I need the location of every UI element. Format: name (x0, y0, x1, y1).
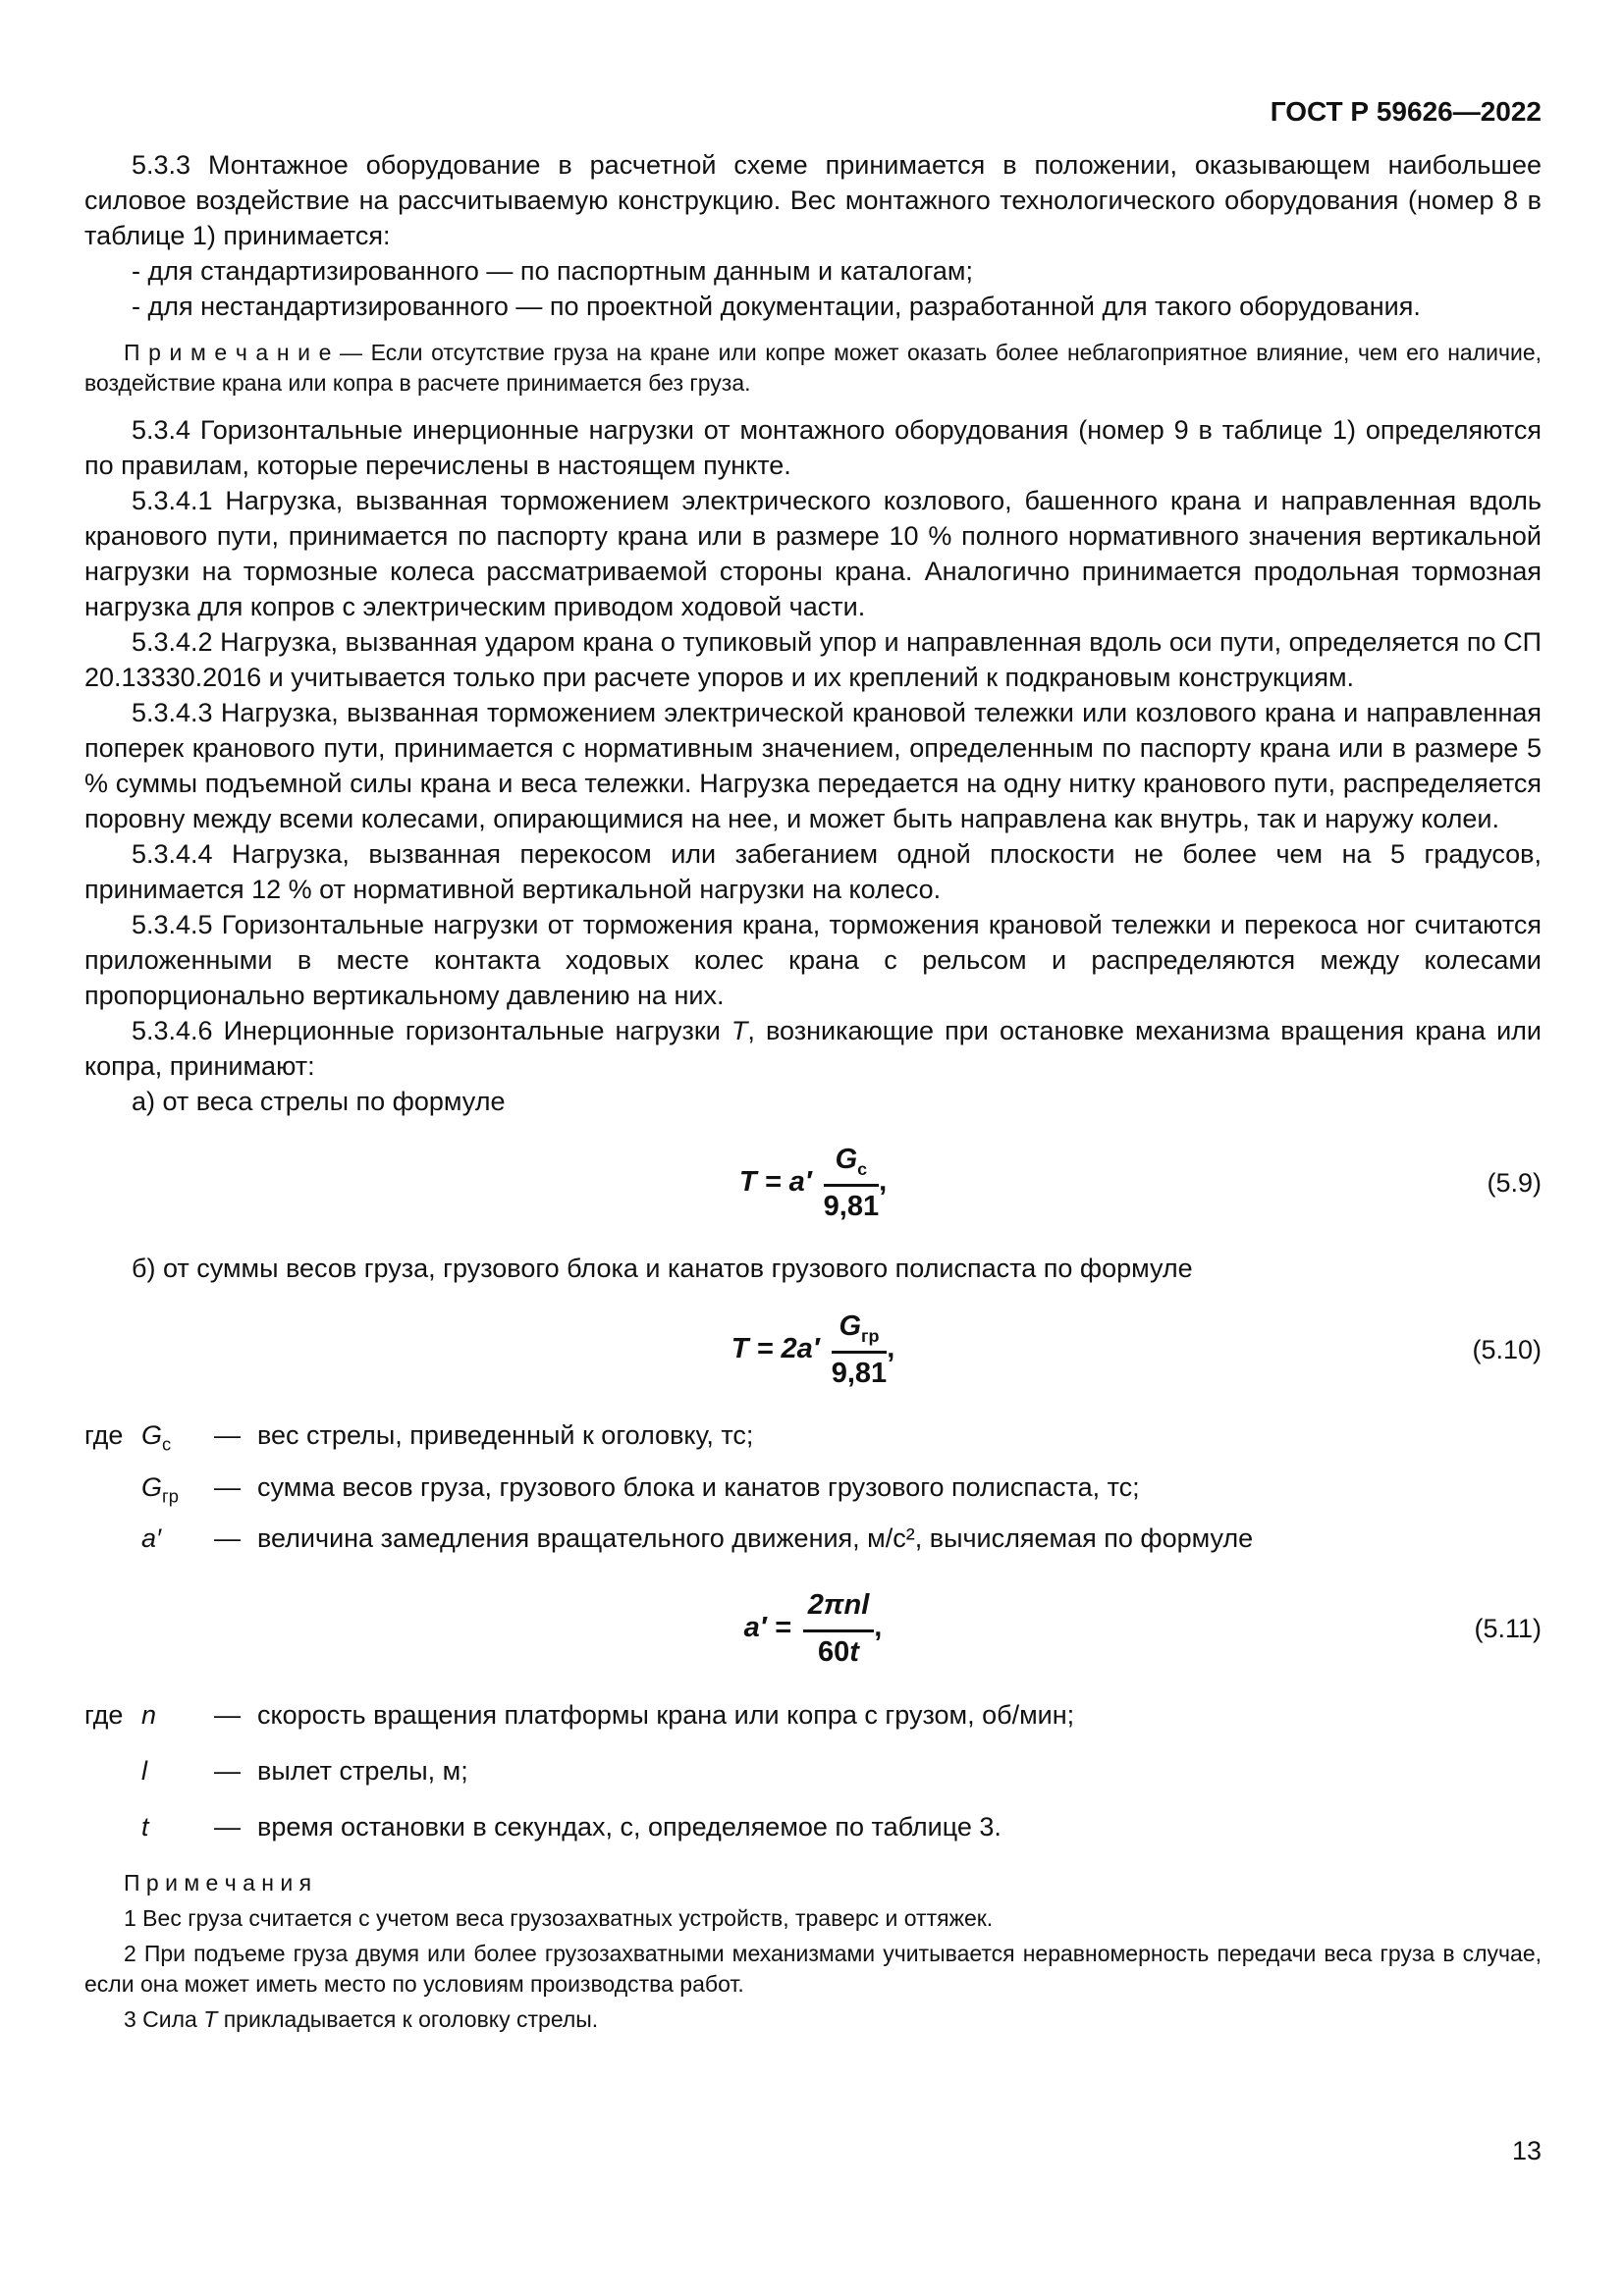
note-item-3-text: 3 Сила (124, 2005, 204, 2032)
numerator-base: G (835, 1144, 858, 1175)
notes-block (84, 1868, 1542, 2035)
formula-5-9-comma: , (879, 1165, 888, 1198)
paragraph-5-3-4: 5.3.4 Горизонтальные инерционные нагрузки от монтажного оборудования (номер 9 в таблице 1) определяются по правилам, которые перечислены в настоящем пункте. (84, 415, 1542, 480)
page-number: 13 (1511, 2136, 1542, 2165)
definition-a-prime (84, 1521, 1542, 1565)
definition-dash: — (214, 1471, 241, 1502)
definition-term (141, 1809, 214, 1853)
list-item-nonstandardized: - для нестандартизированного — по проектной документации, разработанной для такого оборудования. (132, 292, 1421, 321)
variable-T-note: T (203, 2005, 218, 2032)
formula-5-9-lhs: T = a′ (738, 1165, 812, 1198)
term-subscript: с (162, 1433, 172, 1455)
fraction-denominator (803, 1632, 875, 1667)
definition-term (141, 1469, 214, 1514)
variable-T: T (731, 1016, 748, 1045)
paragraph-5-3-4-5: 5.3.4.5 Горизонтальные нагрузки от торможения крана, торможения крановой тележки и перекоса ног считаются приложенными в месте контакта ходовых колес крана с рельсом и распределяются между колесами пропорционально вертикальному давлению на них. (84, 910, 1542, 1010)
fraction-denominator (824, 1187, 879, 1221)
notes-title: П р и м е ч а н и я (124, 1869, 312, 1896)
definition-list-1 (84, 1417, 1542, 1565)
denominator-number: 60 (818, 1636, 850, 1669)
denominator-number: 9,81 (823, 1190, 880, 1222)
numerator-base: 2πnl (807, 1589, 870, 1622)
paragraph-5-3-4-6-text-cont: , возникающие при остановке механизма вращения крана или копра, принимают: (84, 1016, 1542, 1081)
formula-5-10-expression (731, 1311, 895, 1388)
fraction-numerator (803, 1590, 875, 1632)
definition-lead: где (84, 1699, 124, 1730)
definition-term (141, 1521, 214, 1565)
definition-dash: — (214, 1420, 241, 1451)
definition-term (141, 1417, 214, 1462)
definition-gc (84, 1417, 1542, 1462)
term-base: G (141, 1420, 163, 1451)
term-subscript: гр (162, 1485, 179, 1506)
definition-l (84, 1753, 1542, 1797)
formula-5-9 (84, 1145, 1542, 1221)
page-footer (84, 2136, 1542, 2166)
fraction-numerator (832, 1311, 887, 1354)
definition-dash: — (214, 1699, 241, 1730)
note-item-3 (84, 2004, 1542, 2035)
formula-5-10-comma: , (887, 1332, 895, 1364)
definition-text: сумма весов груза, грузового блока и канатов грузового полиспаста, тс; (257, 1471, 1140, 1502)
document-body (84, 147, 1542, 2040)
definition-t (84, 1809, 1542, 1853)
fraction-denominator (832, 1354, 887, 1388)
equation-number-5-9: (5.9) (1487, 1168, 1542, 1199)
list-item-b: б) от суммы весов груза, грузового блока и канатов грузового полиспаста по формуле (132, 1254, 1193, 1284)
formula-5-11 (84, 1590, 1542, 1667)
denominator-number: 9,81 (831, 1357, 888, 1389)
definition-text: время остановки в секундах, с, определяемое по таблице 3. (257, 1812, 1001, 1842)
definition-list-2 (84, 1697, 1542, 1854)
paragraph-5-3-3: 5.3.3 Монтажное оборудование в расчетной схеме принимается в положении, оказывающем наибольшее силовое воздействие на рассчитываемую конструкцию. Вес монтажного технологического оборудования (номер 8 в таблице 1) принимается: (84, 150, 1542, 250)
definition-text: скорость вращения платформы крана или копра с грузом, об/мин; (257, 1699, 1075, 1730)
definition-text: вес стрелы, приведенный к оголовку, тс; (257, 1420, 754, 1451)
formula-5-11-comma: , (874, 1612, 883, 1644)
document-number: ГОСТ Р 59626—2022 (1270, 96, 1542, 127)
paragraph-5-3-4-1: 5.3.4.1 Нагрузка, вызванная торможением электрического козлового, башенного крана и направленная вдоль кранового пути, принимается по паспорту крана или в размере 10 % полного нормативного значения вертикальной нагрузки на тормозные колеса рассматриваемой стороны крана. Аналогично принимается продольная тормозная нагрузка для копров с электрическим приводом ходовой части. (84, 486, 1542, 621)
definition-dash: — (214, 1523, 241, 1553)
formula-5-9-expression (739, 1145, 887, 1221)
formula-5-10-fraction (832, 1311, 887, 1388)
formula-5-10-lhs: T = 2a′ (731, 1332, 820, 1364)
numerator-subscript: гр (861, 1325, 880, 1346)
definition-lead: где (84, 1420, 124, 1451)
numerator-subscript: с (857, 1158, 868, 1179)
formula-5-11-expression (744, 1590, 883, 1667)
paragraph-5-3-4-2: 5.3.4.2 Нагрузка, вызванная ударом крана о тупиковый упор и направленная вдоль оси пути, определяется по СП 20.13330.2016 и учитывается только при расчете упоров и их креплений к подкрановым конструкциям. (84, 627, 1542, 692)
note-item-3-text-cont: прикладывается к оголовку стрелы. (217, 2005, 599, 2032)
note-item-2: 2 При подъеме груза двумя или более грузозахватными механизмами учитывается неравномерность передачи веса груза в случае, если она может иметь место по условиям производства работ. (84, 1940, 1542, 1997)
formula-5-9-fraction (824, 1145, 879, 1221)
definition-dash: — (214, 1812, 241, 1842)
formula-5-11-lhs: a′ = (743, 1612, 791, 1644)
list-item-standardized: - для стандартизированного — по паспортным данным и каталогам; (132, 256, 973, 286)
term-base: l (141, 1755, 147, 1786)
numerator-base: G (839, 1310, 861, 1343)
definition-ggr (84, 1469, 1542, 1514)
denominator-variable: t (849, 1636, 859, 1669)
paragraph-5-3-4-3: 5.3.4.3 Нагрузка, вызванная торможением электрической крановой тележки или козлового крана и направленная поперек кранового пути, принимается с нормативным значением, определенным по паспорту крана или в размере 5 % суммы подъемной силы крана и веса тележки. Нагрузка передается на одну нитку кранового пути, распределяется поровну между всеми колесами, опирающимися на нее, и может быть направлена как внутрь, так и наружу колеи. (84, 698, 1542, 833)
note-5-3-3: П р и м е ч а н и е — Если отсутствие груза на кране или копре может оказать более неблагоприятное влияние, чем его наличие, воздействие крана или копра в расчете принимается без груза. (84, 340, 1542, 396)
paragraph-5-3-4-6 (84, 1013, 1542, 1084)
formula-5-10 (84, 1311, 1542, 1388)
page-header (84, 96, 1542, 128)
list-item-a: а) от веса стрелы по формуле (132, 1087, 506, 1116)
term-base: G (141, 1471, 163, 1502)
fraction-numerator (824, 1145, 879, 1187)
paragraph-5-3-4-4: 5.3.4.4 Нагрузка, вызванная перекосом или забеганием одной плоскости не более чем на 5 градусов, принимается 12 % от нормативной вертикальной нагрузки на колесо. (84, 839, 1542, 904)
term-base: n (141, 1699, 157, 1730)
equation-number-5-11: (5.11) (1474, 1614, 1542, 1644)
note-item-1: 1 Вес груза считается с учетом веса грузозахватных устройств, траверс и оттяжек. (124, 1904, 994, 1931)
formula-5-11-fraction (803, 1590, 875, 1667)
definition-n (84, 1697, 1542, 1741)
term-base: a′ (141, 1523, 162, 1553)
paragraph-5-3-4-6-text: 5.3.4.6 Инерционные горизонтальные нагрузки (132, 1016, 731, 1045)
definition-term (141, 1697, 214, 1741)
definition-text: величина замедления вращательного движения, м/с², вычисляемая по формуле (257, 1523, 1254, 1553)
equation-number-5-10: (5.10) (1472, 1335, 1542, 1365)
term-base: t (141, 1812, 149, 1842)
definition-dash: — (214, 1755, 241, 1786)
definition-text: вылет стрелы, м; (257, 1755, 468, 1786)
definition-term (141, 1753, 214, 1797)
